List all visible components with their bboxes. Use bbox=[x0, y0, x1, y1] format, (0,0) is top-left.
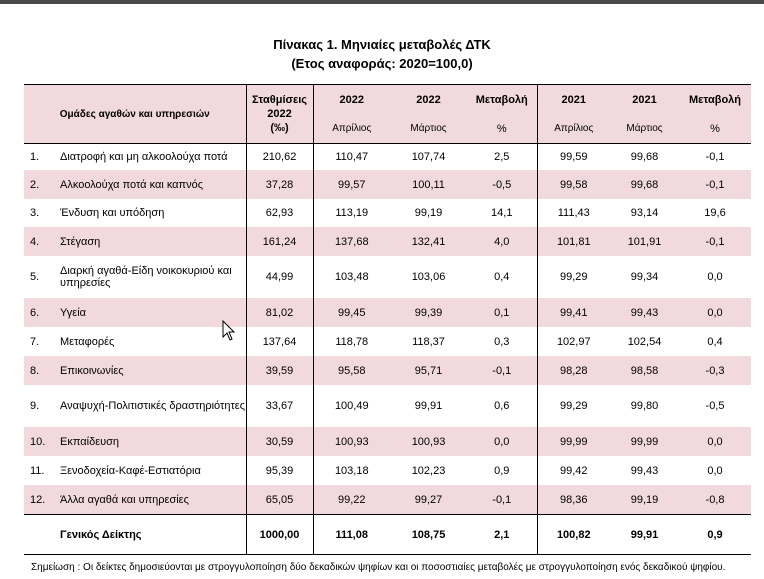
row-change-2021: -0,1 bbox=[679, 170, 751, 199]
row-april-2022: 99,57 bbox=[313, 170, 390, 199]
row-march-2021: 99,43 bbox=[610, 298, 679, 327]
table-subtitle: (Ετος αναφοράς: 2020=100,0) bbox=[291, 56, 473, 71]
row-march-2021: 93,14 bbox=[610, 199, 679, 227]
cpi-table bbox=[24, 84, 751, 555]
row-change-2022: 14,1 bbox=[467, 199, 537, 227]
footnote: Σημείωση : Οι δείκτες δημοσιεύονται με στρογγυλοποίηση δύο δεκαδικών ψηφίων και οι ποσοστιαίες μεταβολές με στρογγυλοποίηση ενός δεκαδικού ψηφίου. bbox=[31, 562, 726, 573]
row-change-2021: 0,0 bbox=[679, 427, 751, 456]
row-index: 6. bbox=[24, 298, 54, 327]
row-weight: 65,05 bbox=[246, 485, 313, 515]
row-april-2021: 98,28 bbox=[537, 356, 610, 385]
row-march-2022: 102,23 bbox=[390, 456, 467, 485]
header-change-2: Μεταβολή bbox=[679, 85, 751, 115]
row-label: Ένδυση και υπόδηση bbox=[54, 199, 246, 227]
row-change-2021: 0,0 bbox=[679, 256, 751, 298]
header-weights-l3: (‰) bbox=[270, 122, 289, 134]
row-label: Μεταφορές bbox=[54, 327, 246, 356]
row-change-2022: 0,0 bbox=[467, 427, 537, 456]
row-change-2022: 2,5 bbox=[467, 144, 537, 171]
row-index: 11. bbox=[24, 456, 54, 485]
row-march-2021: 99,68 bbox=[610, 170, 679, 199]
row-march-2021: 102,54 bbox=[610, 327, 679, 356]
row-april-2022: 103,48 bbox=[313, 256, 390, 298]
total-april-2021: 100,82 bbox=[537, 515, 610, 555]
row-march-2021: 99,99 bbox=[610, 427, 679, 456]
header-row-1 bbox=[24, 85, 751, 115]
row-march-2022: 99,19 bbox=[390, 199, 467, 227]
header-pct-2: % bbox=[679, 114, 751, 144]
row-april-2021: 98,36 bbox=[537, 485, 610, 515]
row-weight: 44,99 bbox=[246, 256, 313, 298]
table-row bbox=[24, 144, 751, 171]
table-row bbox=[24, 427, 751, 456]
row-april-2022: 100,49 bbox=[313, 385, 390, 427]
row-march-2022: 132,41 bbox=[390, 227, 467, 256]
mouse-cursor-icon bbox=[222, 320, 236, 342]
table-row bbox=[24, 356, 751, 385]
row-index: 5. bbox=[24, 256, 54, 298]
row-march-2021: 99,43 bbox=[610, 456, 679, 485]
row-march-2021: 98,58 bbox=[610, 356, 679, 385]
row-label: Ξενοδοχεία-Καφέ-Εστιατόρια bbox=[54, 456, 246, 485]
row-change-2022: -0,1 bbox=[467, 356, 537, 385]
total-change-2021: 0,9 bbox=[679, 515, 751, 555]
row-march-2021: 99,34 bbox=[610, 256, 679, 298]
header-2022-b: 2022 bbox=[390, 85, 467, 115]
header-march-2: Μάρτιος bbox=[610, 114, 679, 144]
row-march-2021: 99,19 bbox=[610, 485, 679, 515]
row-april-2021: 99,29 bbox=[537, 256, 610, 298]
row-march-2021: 101,91 bbox=[610, 227, 679, 256]
row-label: Αλκοολούχα ποτά και καπνός bbox=[54, 170, 246, 199]
table-row bbox=[24, 456, 751, 485]
header-march: Μάρτιος bbox=[390, 114, 467, 144]
row-label: Αναψυχή-Πολιτιστικές δραστηριότητες bbox=[54, 385, 246, 427]
table-row bbox=[24, 385, 751, 427]
row-change-2022: 0,1 bbox=[467, 298, 537, 327]
row-march-2022: 100,11 bbox=[390, 170, 467, 199]
total-march-2021: 99,91 bbox=[610, 515, 679, 555]
row-index: 10. bbox=[24, 427, 54, 456]
row-label: Στέγαση bbox=[54, 227, 246, 256]
row-april-2021: 111,43 bbox=[537, 199, 610, 227]
header-april-2: Απρίλιος bbox=[537, 114, 610, 144]
row-label: Επικοινωνίες bbox=[54, 356, 246, 385]
row-weight: 137,64 bbox=[246, 327, 313, 356]
header-april: Απρίλιος bbox=[313, 114, 390, 144]
row-index: 7. bbox=[24, 327, 54, 356]
row-change-2021: -0,5 bbox=[679, 385, 751, 427]
row-weight: 62,93 bbox=[246, 199, 313, 227]
table-row bbox=[24, 327, 751, 356]
row-change-2021: 0,0 bbox=[679, 456, 751, 485]
row-april-2021: 99,29 bbox=[537, 385, 610, 427]
table-title: Πίνακας 1. Μηνιαίες μεταβολές ΔΤΚ bbox=[273, 37, 491, 52]
row-change-2021: 19,6 bbox=[679, 199, 751, 227]
row-march-2022: 99,91 bbox=[390, 385, 467, 427]
row-april-2021: 99,58 bbox=[537, 170, 610, 199]
row-march-2022: 99,27 bbox=[390, 485, 467, 515]
row-april-2022: 99,22 bbox=[313, 485, 390, 515]
row-label: Άλλα αγαθά και υπηρεσίες bbox=[54, 485, 246, 515]
row-index: 3. bbox=[24, 199, 54, 227]
row-april-2022: 137,68 bbox=[313, 227, 390, 256]
row-weight: 95,39 bbox=[246, 456, 313, 485]
header-weights-l1: Σταθμίσεις bbox=[251, 94, 308, 106]
row-april-2021: 99,42 bbox=[537, 456, 610, 485]
row-march-2021: 99,68 bbox=[610, 144, 679, 171]
table-row bbox=[24, 170, 751, 199]
row-change-2022: 0,9 bbox=[467, 456, 537, 485]
header-2022-a: 2022 bbox=[313, 85, 390, 115]
row-april-2021: 102,97 bbox=[537, 327, 610, 356]
row-label: Εκπαίδευση bbox=[54, 427, 246, 456]
row-april-2022: 118,78 bbox=[313, 327, 390, 356]
header-groups: Ομάδες αγαθών και υπηρεσιών bbox=[24, 85, 246, 144]
table-row bbox=[24, 199, 751, 227]
row-index: 1. bbox=[24, 144, 54, 171]
row-index: 9. bbox=[24, 385, 54, 427]
row-index: 8. bbox=[24, 356, 54, 385]
total-label: Γενικός Δείκτης bbox=[24, 515, 246, 555]
top-bar bbox=[0, 0, 764, 4]
table-row bbox=[24, 227, 751, 256]
total-march-2022: 108,75 bbox=[390, 515, 467, 555]
row-april-2022: 113,19 bbox=[313, 199, 390, 227]
row-change-2021: -0,8 bbox=[679, 485, 751, 515]
row-march-2022: 103,06 bbox=[390, 256, 467, 298]
header-change: Μεταβολή bbox=[467, 85, 537, 115]
row-march-2022: 99,39 bbox=[390, 298, 467, 327]
row-april-2022: 95,58 bbox=[313, 356, 390, 385]
table-row bbox=[24, 256, 751, 298]
row-april-2021: 99,59 bbox=[537, 144, 610, 171]
row-march-2021: 99,80 bbox=[610, 385, 679, 427]
row-weight: 39,59 bbox=[246, 356, 313, 385]
row-change-2022: -0,1 bbox=[467, 485, 537, 515]
row-index: 2. bbox=[24, 170, 54, 199]
row-april-2021: 101,81 bbox=[537, 227, 610, 256]
total-row bbox=[24, 515, 751, 555]
row-change-2022: 0,3 bbox=[467, 327, 537, 356]
row-april-2021: 99,99 bbox=[537, 427, 610, 456]
table-row bbox=[24, 298, 751, 327]
row-change-2021: 0,4 bbox=[679, 327, 751, 356]
row-march-2022: 95,71 bbox=[390, 356, 467, 385]
row-change-2022: 0,4 bbox=[467, 256, 537, 298]
table-row bbox=[24, 485, 751, 515]
row-march-2022: 100,93 bbox=[390, 427, 467, 456]
row-label: Διαρκή αγαθά-Είδη νοικοκυριού και υπηρεσίες bbox=[54, 256, 246, 298]
row-april-2022: 100,93 bbox=[313, 427, 390, 456]
row-change-2022: 0,6 bbox=[467, 385, 537, 427]
header-weights bbox=[246, 85, 313, 144]
row-weight: 210,62 bbox=[246, 144, 313, 171]
row-weight: 30,59 bbox=[246, 427, 313, 456]
row-april-2022: 110,47 bbox=[313, 144, 390, 171]
total-change-2022: 2,1 bbox=[467, 515, 537, 555]
row-change-2022: -0,5 bbox=[467, 170, 537, 199]
row-label: Διατροφή και μη αλκοολούχα ποτά bbox=[54, 144, 246, 171]
row-weight: 81,02 bbox=[246, 298, 313, 327]
header-2021-b: 2021 bbox=[610, 85, 679, 115]
header-weights-l2: 2022 bbox=[267, 108, 292, 120]
row-april-2021: 99,41 bbox=[537, 298, 610, 327]
row-index: 12. bbox=[24, 485, 54, 515]
row-change-2021: -0,1 bbox=[679, 227, 751, 256]
total-april-2022: 111,08 bbox=[313, 515, 390, 555]
row-weight: 37,28 bbox=[246, 170, 313, 199]
row-index: 4. bbox=[24, 227, 54, 256]
row-march-2022: 118,37 bbox=[390, 327, 467, 356]
header-2021-a: 2021 bbox=[537, 85, 610, 115]
row-april-2022: 103,18 bbox=[313, 456, 390, 485]
row-change-2021: 0,0 bbox=[679, 298, 751, 327]
total-weight: 1000,00 bbox=[246, 515, 313, 555]
row-weight: 33,67 bbox=[246, 385, 313, 427]
row-change-2021: -0,3 bbox=[679, 356, 751, 385]
row-march-2022: 107,74 bbox=[390, 144, 467, 171]
row-april-2022: 99,45 bbox=[313, 298, 390, 327]
header-pct: % bbox=[467, 114, 537, 144]
row-label: Υγεία bbox=[54, 298, 246, 327]
row-weight: 161,24 bbox=[246, 227, 313, 256]
row-change-2022: 4,0 bbox=[467, 227, 537, 256]
row-change-2021: -0,1 bbox=[679, 144, 751, 171]
